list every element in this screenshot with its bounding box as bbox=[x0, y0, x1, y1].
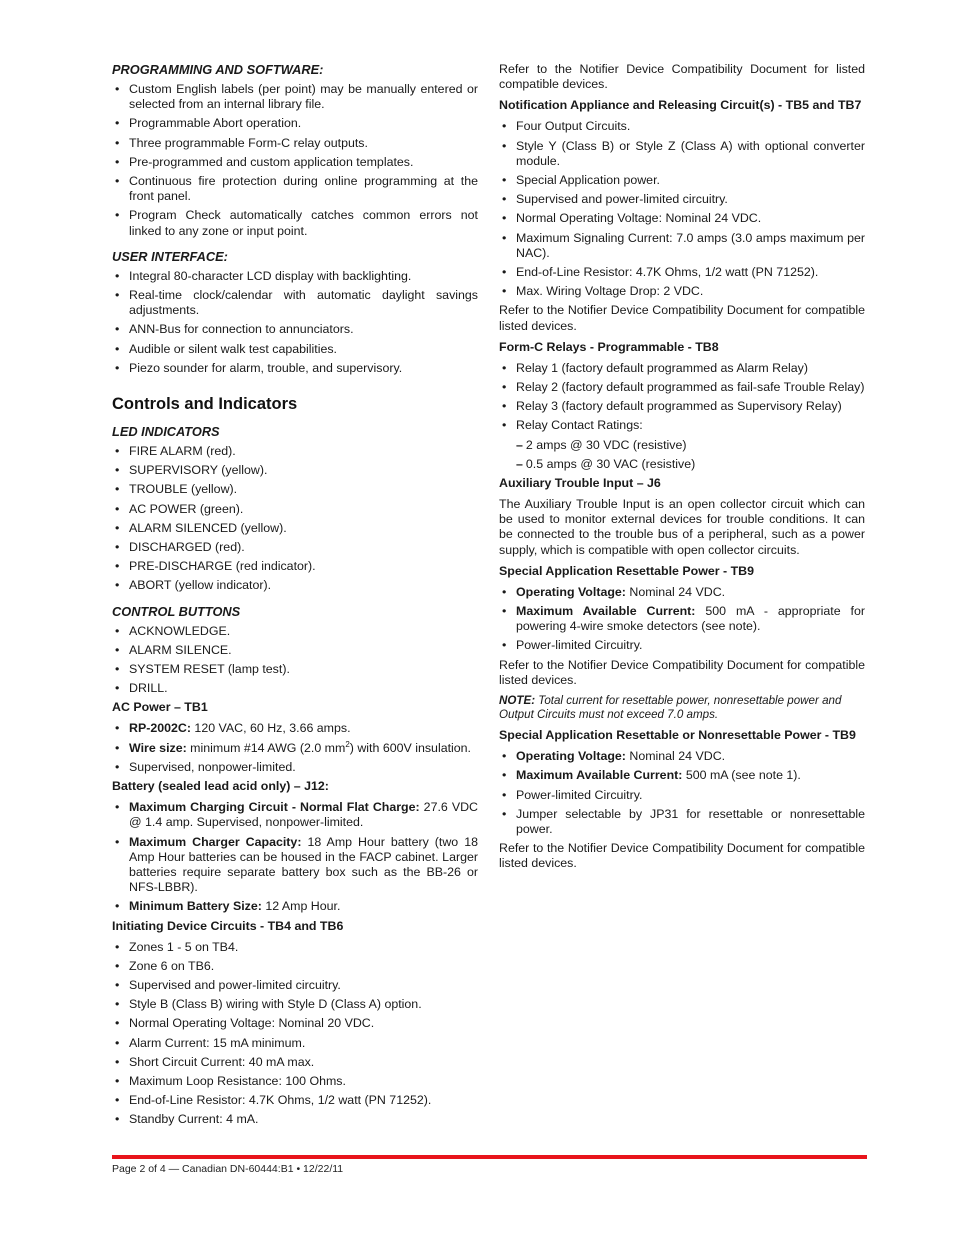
list-item: • Max. Wiring Voltage Drop: 2 VDC. bbox=[499, 284, 865, 299]
relay-list bbox=[499, 361, 865, 434]
nac-heading: Notification Appliance and Releasing Circuit(s) - TB5 and TB7 bbox=[499, 98, 862, 113]
item-text: Nominal 24 VDC. bbox=[625, 584, 726, 599]
item-text: minimum #14 AWG (2.0 mm bbox=[186, 740, 346, 755]
list-item: • Relay Contact Ratings: bbox=[499, 418, 865, 433]
list-item: • Alarm Current: 15 mA minimum. bbox=[112, 1036, 478, 1051]
nac-refer-paragraph: Refer to the Notifier Device Compatibility Document for compatible listed devices. bbox=[499, 303, 865, 333]
right-column bbox=[499, 62, 865, 878]
list-item: • Normal Operating Voltage: Nominal 20 VDC. bbox=[112, 1016, 478, 1031]
list-item: • Zone 6 on TB6. bbox=[112, 959, 478, 974]
list-item: • Programmable Abort operation. bbox=[112, 116, 478, 131]
dash-mark: – bbox=[516, 437, 523, 452]
sarnp-list bbox=[499, 749, 865, 837]
list-item: • Zones 1 - 5 on TB4. bbox=[112, 940, 478, 955]
item-text: 120 VAC, 60 Hz, 3.66 amps. bbox=[190, 721, 351, 736]
list-item bbox=[499, 585, 865, 600]
list-item: • Supervised and power-limited circuitry. bbox=[499, 192, 865, 207]
programming-heading: PROGRAMMING AND SOFTWARE: bbox=[112, 62, 324, 77]
controls-section-title: Controls and Indicators bbox=[112, 395, 298, 414]
item-label: Maximum Charger Capacity: bbox=[129, 834, 302, 849]
aux-heading: Auxiliary Trouble Input – J6 bbox=[499, 476, 661, 491]
list-item bbox=[112, 721, 478, 736]
footer-accent-bar bbox=[112, 1155, 867, 1159]
item-label: Wire size: bbox=[129, 740, 187, 755]
intro-paragraph: Refer to the Notifier Device Compatibility Document for listed compatible devices. bbox=[499, 62, 865, 92]
item-text: 500 mA - appropriate for powering 4-wire smoke detectors (see note). bbox=[516, 604, 865, 634]
item-label: Maximum Available Current: bbox=[516, 604, 696, 619]
list-item: • Power-limited Circuitry. bbox=[499, 788, 865, 803]
superscript: 2 bbox=[345, 739, 350, 749]
list-item: • SUPERVISORY (yellow). bbox=[112, 463, 478, 478]
list-item: • Audible or silent walk test capabilities. bbox=[112, 342, 478, 357]
list-item: • Relay 2 (factory default programmed as fail-safe Trouble Relay) bbox=[499, 380, 865, 395]
list-item bbox=[112, 741, 478, 756]
list-item bbox=[112, 835, 478, 896]
list-item: • Pre-programmed and custom application templates. bbox=[112, 155, 478, 170]
list-item: • ALARM SILENCED (yellow). bbox=[112, 521, 478, 536]
list-item: • Style Y (Class B) or Style Z (Class A) with optional converter module. bbox=[499, 139, 865, 169]
relay-ratings-list bbox=[499, 438, 865, 472]
list-item: • Supervised and power-limited circuitry. bbox=[112, 978, 478, 993]
item-text: 18 Amp Hour battery (two 18 Amp Hour batteries can be housed in the FACP cabinet. Larger batteries require separate battery box such as the BB-26 or NFS-LBBR). bbox=[129, 834, 478, 895]
item-label: Operating Voltage: bbox=[516, 584, 626, 599]
list-item bbox=[112, 800, 478, 830]
item-label: Maximum Available Current: bbox=[516, 768, 683, 783]
user-interface-list bbox=[112, 269, 478, 376]
list-item: • TROUBLE (yellow). bbox=[112, 482, 478, 497]
list-item: • ACKNOWLEDGE. bbox=[112, 624, 478, 639]
list-item: • Relay 1 (factory default programmed as Alarm Relay) bbox=[499, 361, 865, 376]
list-item: • Three programmable Form-C relay outputs. bbox=[112, 136, 478, 151]
list-item bbox=[112, 899, 478, 914]
sarnp-heading: Special Application Resettable or Nonresettable Power - TB9 bbox=[499, 728, 856, 743]
item-text: 500 mA (see note 1). bbox=[682, 768, 801, 783]
list-item: • Normal Operating Voltage: Nominal 24 VDC. bbox=[499, 211, 865, 226]
list-item: • DRILL. bbox=[112, 681, 478, 696]
ac-power-heading: AC Power – TB1 bbox=[112, 700, 208, 715]
left-column bbox=[112, 62, 478, 1132]
item-text: ) with 600V insulation. bbox=[349, 740, 472, 755]
ac-power-list bbox=[112, 721, 478, 775]
item-text: 2 amps @ 30 VDC (resistive) bbox=[525, 437, 687, 452]
sarp-list bbox=[499, 585, 865, 654]
sarnp-refer-paragraph: Refer to the Notifier Device Compatibility Document for compatible listed devices. bbox=[499, 841, 865, 871]
list-item: • SYSTEM RESET (lamp test). bbox=[112, 662, 478, 677]
list-item: • Jumper selectable by JP31 for resettable or nonresettable power. bbox=[499, 807, 865, 837]
list-item bbox=[499, 604, 865, 634]
list-item: • PRE-DISCHARGE (red indicator). bbox=[112, 559, 478, 574]
list-item: • Continuous fire protection during online programming at the front panel. bbox=[112, 174, 478, 204]
list-item: • Four Output Circuits. bbox=[499, 119, 865, 134]
item-text: 12 Amp Hour. bbox=[261, 899, 341, 914]
dash-mark: – bbox=[516, 456, 523, 471]
note-label: NOTE: bbox=[499, 694, 536, 708]
list-item: • End-of-Line Resistor: 4.7K Ohms, 1/2 watt (PN 71252). bbox=[499, 265, 865, 280]
list-item: • Standby Current: 4 mA. bbox=[112, 1112, 478, 1127]
relay-heading: Form-C Relays - Programmable - TB8 bbox=[499, 339, 719, 354]
item-text: Nominal 24 VDC. bbox=[625, 749, 726, 764]
idc-list bbox=[112, 940, 478, 1128]
list-item: • Piezo sounder for alarm, trouble, and supervisory. bbox=[112, 361, 478, 376]
programming-list bbox=[112, 82, 478, 239]
item-label: Minimum Battery Size: bbox=[129, 899, 262, 914]
item-label: Operating Voltage: bbox=[516, 749, 626, 764]
list-item: • Real-time clock/calendar with automatic daylight savings adjustments. bbox=[112, 288, 478, 318]
list-item: • Supervised, nonpower-limited. bbox=[112, 760, 478, 775]
nac-list bbox=[499, 119, 865, 299]
item-text: 27.6 VDC @ 1.4 amp. Supervised, nonpower-limited. bbox=[129, 800, 478, 830]
page-footer: Page 2 of 4 — Canadian DN-60444:B1 • 12/22/11 bbox=[112, 1163, 344, 1175]
aux-paragraph: The Auxiliary Trouble Input is an open collector circuit which can be used to monitor external devices for trouble conditions. It can be connected to the trouble bus of a peripheral, such as a power supply, which is compatible with open collector circuits. bbox=[499, 497, 865, 557]
control-buttons-heading: CONTROL BUTTONS bbox=[112, 603, 241, 619]
sarp-heading: Special Application Resettable Power - TB9 bbox=[499, 563, 754, 578]
control-buttons-list bbox=[112, 624, 478, 697]
list-item: • Maximum Loop Resistance: 100 Ohms. bbox=[112, 1074, 478, 1089]
list-item: • ABORT (yellow indicator). bbox=[112, 578, 478, 593]
list-item: • ALARM SILENCE. bbox=[112, 643, 478, 658]
list-item: • Power-limited Circuitry. bbox=[499, 638, 865, 653]
list-item: • DISCHARGED (red). bbox=[112, 540, 478, 555]
list-item: • FIRE ALARM (red). bbox=[112, 444, 478, 459]
list-item bbox=[499, 457, 865, 472]
list-item: • ANN-Bus for connection to annunciators. bbox=[112, 322, 478, 337]
list-item: • Integral 80-character LCD display with backlighting. bbox=[112, 269, 478, 284]
item-text: 0.5 amps @ 30 VAC (resistive) bbox=[525, 456, 696, 471]
sarp-refer-paragraph: Refer to the Notifier Device Compatibility Document for compatible listed devices. bbox=[499, 657, 865, 687]
list-item: • Maximum Signaling Current: 7.0 amps (3.0 amps maximum per NAC). bbox=[499, 231, 865, 261]
user-interface-heading: USER INTERFACE: bbox=[112, 248, 228, 264]
battery-heading: Battery (sealed lead acid only) – J12: bbox=[112, 779, 329, 794]
note-text: Total current for resettable power, nonresettable power and Output Circuits must not exceed 7.0 amps. bbox=[499, 694, 842, 722]
led-list bbox=[112, 444, 478, 594]
list-item: • Program Check automatically catches common errors not linked to any zone or input point. bbox=[112, 208, 478, 238]
list-item: • Short Circuit Current: 40 mA max. bbox=[112, 1055, 478, 1070]
list-item bbox=[499, 768, 865, 783]
list-item bbox=[499, 749, 865, 764]
led-heading: LED INDICATORS bbox=[112, 424, 220, 440]
battery-list bbox=[112, 800, 478, 914]
list-item bbox=[499, 438, 865, 453]
item-label: RP-2002C: bbox=[129, 721, 191, 736]
idc-heading: Initiating Device Circuits - TB4 and TB6 bbox=[112, 918, 344, 933]
list-item: • AC POWER (green). bbox=[112, 502, 478, 517]
list-item: • End-of-Line Resistor: 4.7K Ohms, 1/2 watt (PN 71252). bbox=[112, 1093, 478, 1108]
list-item: • Special Application power. bbox=[499, 173, 865, 188]
list-item: • Relay 3 (factory default programmed as Supervisory Relay) bbox=[499, 399, 865, 414]
note-paragraph bbox=[499, 694, 865, 722]
item-label: Maximum Charging Circuit - Normal Flat Charge: bbox=[129, 800, 420, 815]
list-item: • Style B (Class B) wiring with Style D (Class A) option. bbox=[112, 997, 478, 1012]
list-item: • Custom English labels (per point) may be manually entered or selected from an internal library file. bbox=[112, 82, 478, 112]
